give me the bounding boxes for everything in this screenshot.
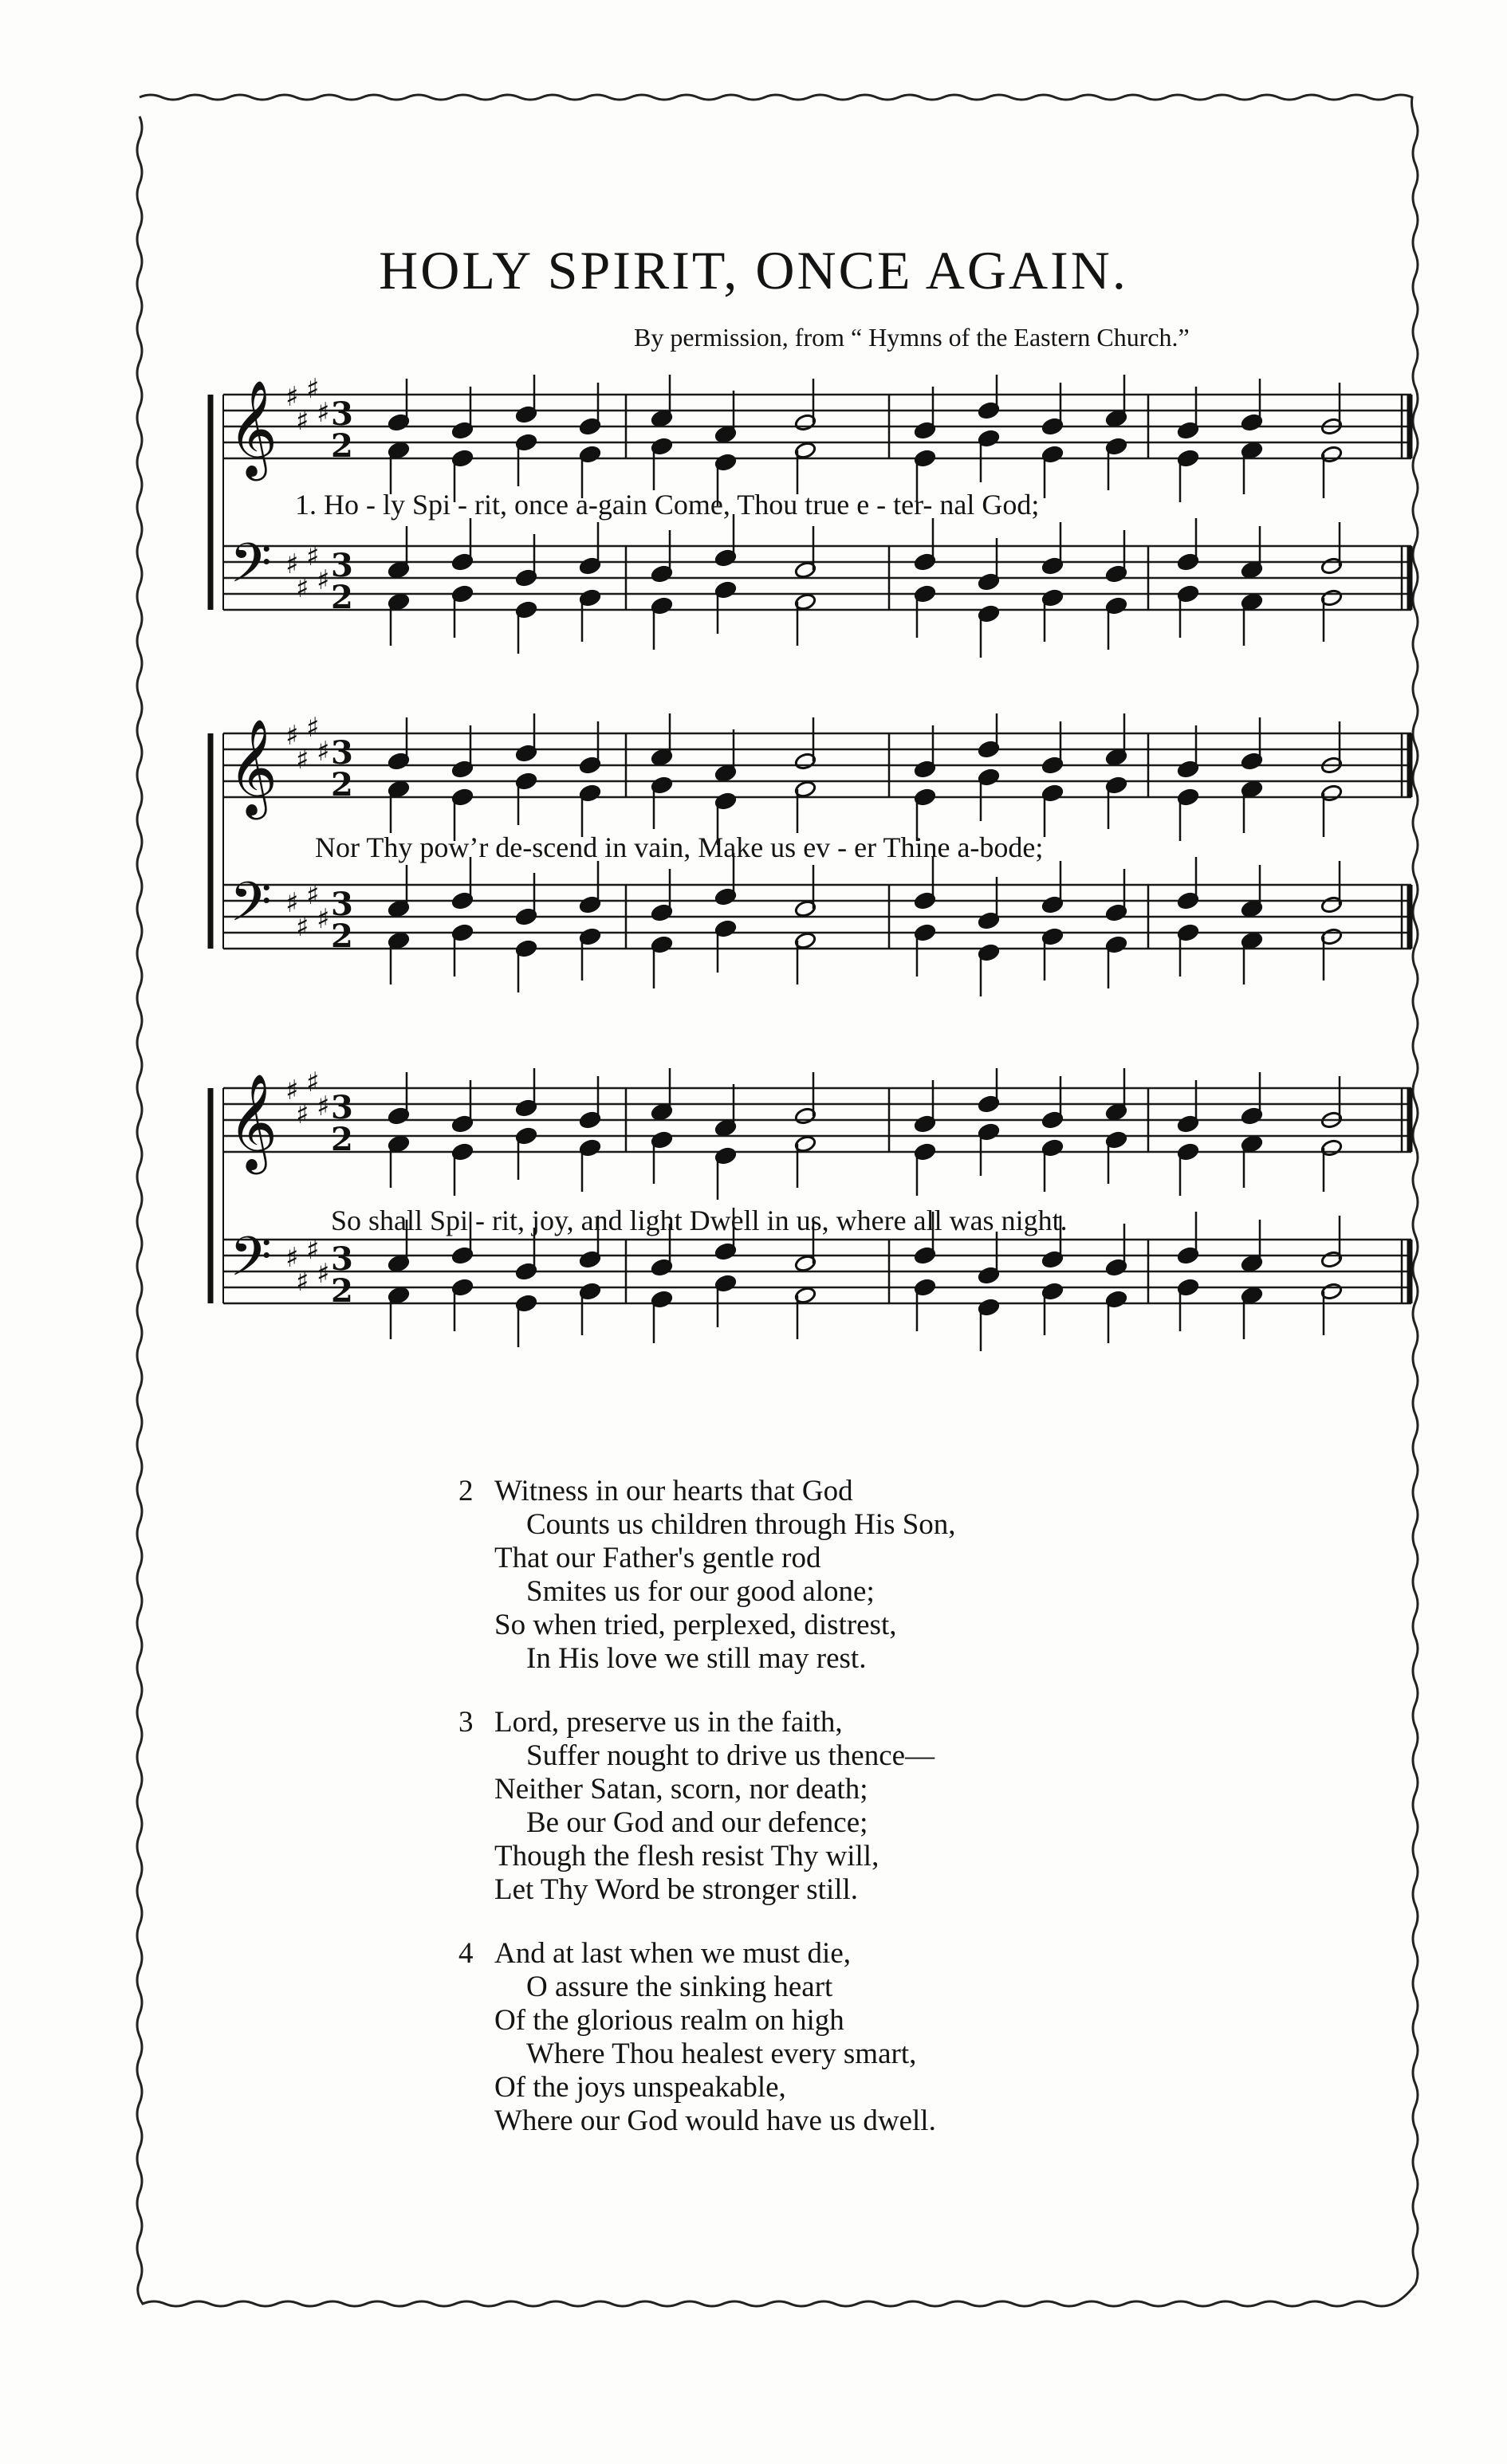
- verse-3: [458, 1706, 934, 1907]
- verse-number: 4: [458, 1937, 474, 1970]
- verse-line: Be our God and our defence;: [526, 1806, 868, 1839]
- verse-line: Of the glorious realm on high: [494, 2004, 844, 2037]
- verse-line: Witness in our hearts that God: [494, 1475, 853, 1507]
- verse-line: And at last when we must die,: [494, 1937, 851, 1970]
- svg-text:𝄞: 𝄞: [228, 379, 278, 477]
- svg-text:3: 3: [331, 886, 353, 923]
- svg-text:3: 3: [331, 547, 353, 584]
- svg-text:♯: ♯: [317, 1091, 330, 1122]
- svg-text:♯: ♯: [296, 911, 309, 943]
- svg-text:♯: ♯: [317, 736, 330, 768]
- svg-text:𝄞: 𝄞: [228, 718, 278, 815]
- hymn-title: HOLY SPIRIT, ONCE AGAIN.: [379, 240, 1128, 301]
- svg-text:♯: ♯: [296, 1098, 309, 1130]
- svg-text:2: 2: [331, 1272, 353, 1310]
- svg-text:♯: ♯: [285, 720, 299, 752]
- svg-text:𝄢: 𝄢: [230, 871, 272, 947]
- verse-line: That our Father's gentle rod: [494, 1542, 821, 1574]
- svg-text:𝄢: 𝄢: [230, 532, 272, 608]
- svg-text:♯: ♯: [296, 744, 309, 776]
- verse-line: Though the flesh resist Thy will,: [494, 1840, 879, 1873]
- svg-text:♯: ♯: [317, 1258, 330, 1290]
- verse-number: 2: [458, 1475, 474, 1507]
- svg-text:3: 3: [331, 1089, 353, 1126]
- verse-line: Smites us for our good alone;: [526, 1575, 875, 1608]
- svg-text:♯: ♯: [296, 1266, 309, 1298]
- verse-line: Let Thy Word be stronger still.: [494, 1873, 859, 1906]
- verse-line: Neither Satan, scorn, nor death;: [494, 1773, 868, 1806]
- lyric-line-1: 1. Ho - ly Spi - rit, once a-gain Come, Thou true e - ter- nal God;: [295, 489, 1040, 521]
- verse-line: Where our God would have us dwell.: [494, 2104, 936, 2137]
- verse-number: 3: [458, 1706, 474, 1739]
- svg-text:♯: ♯: [317, 903, 330, 935]
- permission-note: By permission, from “ Hymns of the Eastern Church.”: [634, 323, 1190, 352]
- svg-text:♯: ♯: [285, 887, 299, 919]
- verse-4: [458, 1937, 936, 2138]
- verse-line: Suffer nought to drive us thence—: [526, 1739, 935, 1772]
- lyric-line-3: So shall Spi - rit, joy, and light Dwell in us, where all was night.: [331, 1204, 1068, 1236]
- svg-text:2: 2: [331, 766, 353, 804]
- svg-text:𝄢: 𝄢: [230, 1226, 272, 1302]
- svg-text:3: 3: [331, 734, 353, 772]
- lyric-line-2: Nor Thy pow’r de-scend in vain, Make us ev - er Thine a-bode;: [315, 831, 1044, 863]
- svg-text:♯: ♯: [306, 879, 320, 911]
- svg-text:♯: ♯: [306, 375, 320, 405]
- svg-text:♯: ♯: [285, 381, 299, 413]
- svg-text:2: 2: [331, 918, 353, 955]
- verse-line: So when tried, perplexed, distrest,: [494, 1609, 897, 1641]
- svg-text:♯: ♯: [306, 1068, 320, 1098]
- svg-text:2: 2: [331, 1121, 353, 1158]
- svg-text:♯: ♯: [306, 1234, 320, 1266]
- verse-line: Counts us children through His Son,: [526, 1508, 956, 1541]
- verse-line: Of the joys unspeakable,: [494, 2071, 786, 2104]
- verse-line: O assure the sinking heart: [526, 1971, 833, 2003]
- svg-text:♯: ♯: [317, 397, 330, 429]
- svg-text:♯: ♯: [285, 548, 299, 580]
- svg-text:♯: ♯: [296, 405, 309, 437]
- verse-2: [458, 1475, 956, 1676]
- verse-line: Where Thou healest every smart,: [526, 2038, 917, 2070]
- svg-text:𝄞: 𝄞: [228, 1073, 278, 1170]
- svg-text:♯: ♯: [306, 713, 320, 744]
- svg-text:2: 2: [331, 427, 353, 465]
- svg-text:♯: ♯: [285, 1075, 299, 1106]
- verse-line: Lord, preserve us in the faith,: [494, 1706, 843, 1739]
- svg-text:♯: ♯: [317, 564, 330, 596]
- svg-text:♯: ♯: [285, 1242, 299, 1274]
- svg-text:♯: ♯: [296, 572, 309, 604]
- svg-text:3: 3: [331, 395, 353, 433]
- verse-line: In His love we still may rest.: [526, 1642, 867, 1675]
- svg-text:3: 3: [331, 1240, 353, 1278]
- svg-text:♯: ♯: [306, 540, 320, 572]
- svg-text:2: 2: [331, 579, 353, 616]
